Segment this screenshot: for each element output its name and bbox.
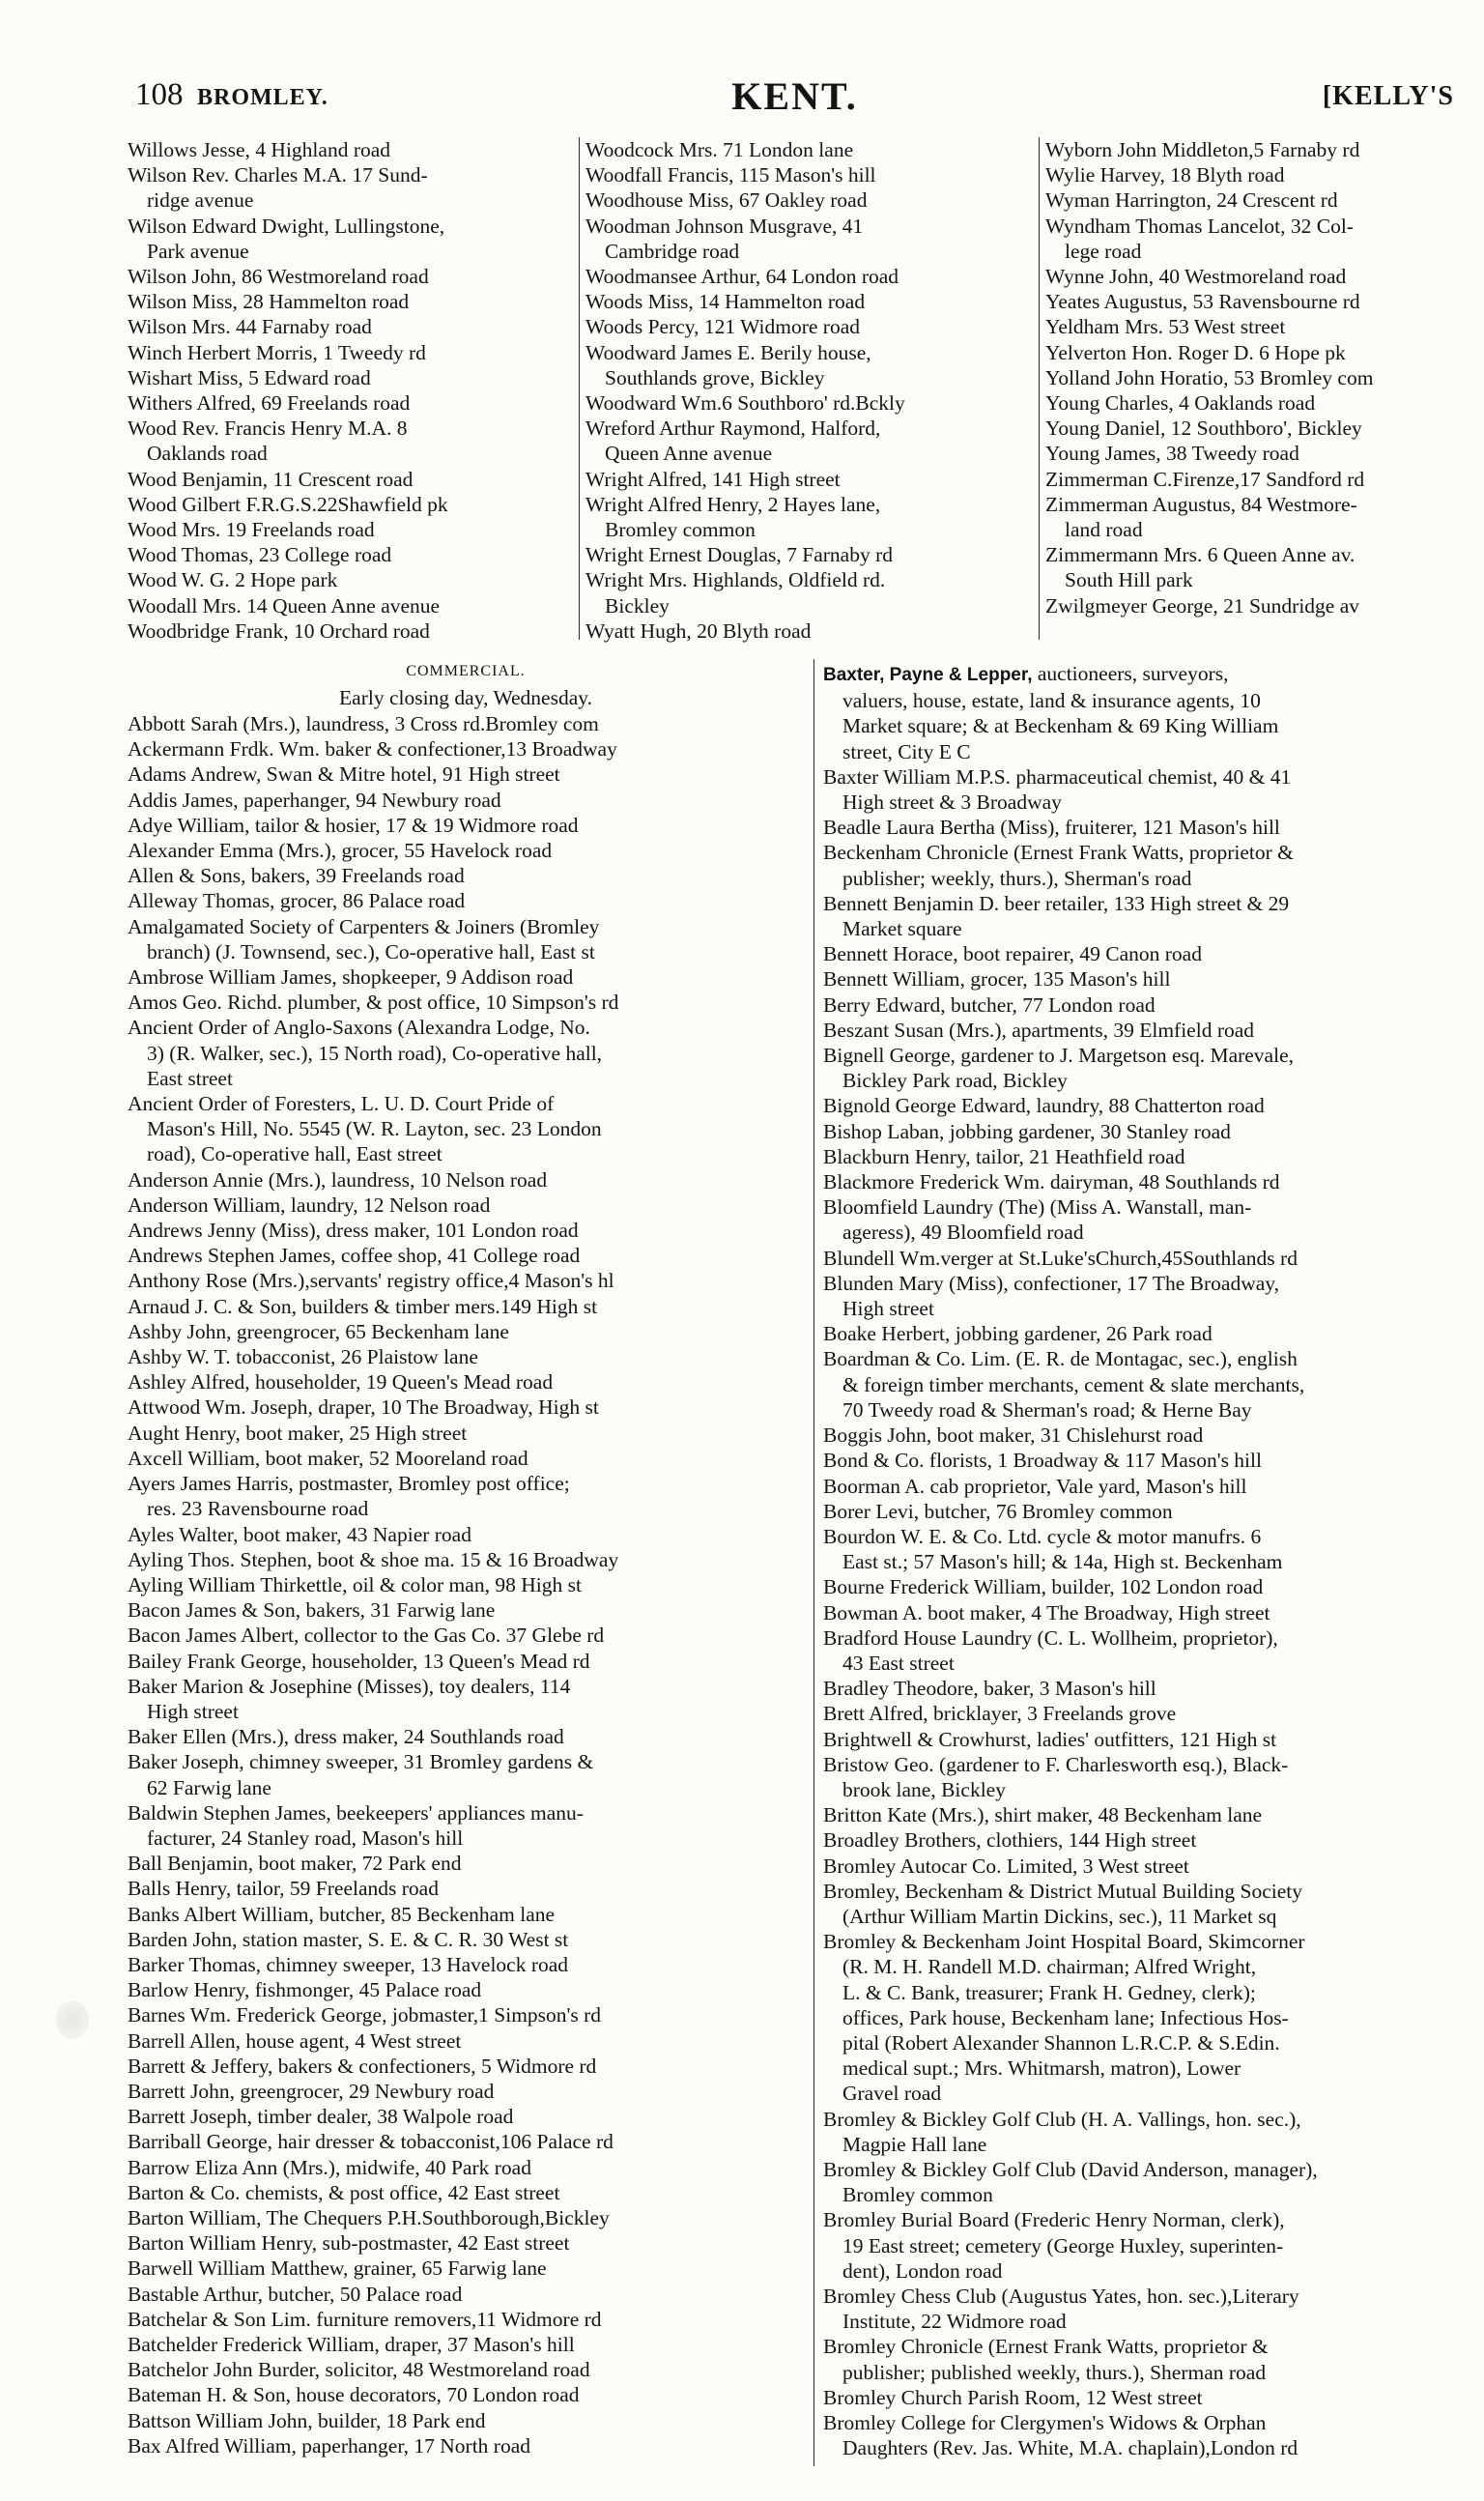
list-item: Alexander Emma (Mrs.), grocer, 55 Havelock road [128,839,553,863]
list-item: Andrews Jenny (Miss), dress maker, 101 London road [128,1219,579,1243]
list-item: Borer Levi, butcher, 76 Bromley common [823,1499,1173,1523]
list-item: Barrett & Jeffery, bakers & confectioners, 5 Widmore rd [128,2054,597,2078]
list-item: Winch Herbert Morris, 1 Tweedy rd [128,340,426,364]
list-item: Berry Edward, butcher, 77 London road [823,992,1156,1017]
list-item: Bourdon W. E. & Co. Ltd. cycle & motor manufrs. 6 East st.; 57 Mason's hill; & 14a, High st. Beckenham [823,1524,1283,1574]
list-item: Bourne Frederick William, builder, 102 London road [823,1575,1264,1599]
list-item: Bond & Co. florists, 1 Broadway & 117 Mason's hill [823,1449,1262,1473]
list-item: Britton Kate (Mrs.), shirt maker, 48 Beckenham lane [823,1803,1263,1827]
list-item: Barton & Co. chemists, & post office, 42 East street [128,2180,560,2204]
list-item: Young Charles, 4 Oaklands road [1045,391,1316,416]
list-item: Zimmermann Mrs. 6 Queen Anne av. South Hill park [1045,543,1356,592]
list-item: Barrow Eliza Ann (Mrs.), midwife, 40 Park road [128,2155,531,2179]
list-item: Barrett Joseph, timber dealer, 38 Walpole road [128,2105,514,2129]
list-item: Batchelar & Son Lim. furniture removers,11 Widmore rd [128,2307,602,2331]
list-item: Bradley Theodore, baker, 3 Mason's hill [823,1677,1156,1701]
list-item: Zimmerman C.Firenze,17 Sandford rd [1045,467,1365,491]
list-item: Blackmore Frederick Wm. dairyman, 48 Southlands rd [823,1170,1280,1194]
list-item: Bradford House Laundry (C. L. Wollheim, proprietor), 43 East street [823,1625,1278,1675]
list-item: Bromley College for Clergymen's Widows & Orphan Daughters (Rev. Jas. White, M.A. chaplain),London rd [823,2411,1298,2460]
list-item: Beadle Laura Bertha (Miss), fruiterer, 121 Mason's hill [823,816,1280,840]
list-item: Wyborn John Middleton,5 Farnaby rd [1045,138,1360,161]
list-item: Baxter William M.P.S. pharmaceutical chemist, 40 & 41 High street & 3 Broadway [823,764,1292,815]
list-item: Andrews Stephen James, coffee shop, 41 College road [128,1244,581,1268]
list-item: Boardman & Co. Lim. (E. R. de Montagac, sec.), english & foreign timber merchants, cement & slate merchants, 70 Tweedy road & Sherman's road; & Herne Bay [823,1347,1305,1422]
list-item: Barrett John, greengrocer, 29 Newbury road [128,2079,495,2103]
list-item: Wright Ernest Douglas, 7 Farnaby rd [585,543,893,567]
list-item: Barton William, The Chequers P.H.Southborough,Bickley [128,2205,610,2229]
list-item: Bennett Benjamin D. beer retailer, 133 High street & 29 Market square [823,891,1290,941]
list-item: Wright Alfred, 141 High street [585,467,841,491]
column-rule [1039,137,1040,640]
list-item: Barriball George, hair dresser & tobacconist,106 Palace rd [128,2130,614,2154]
list-item: Wilson Edward Dwight, Lullingstone, Park avenue [128,214,445,263]
list-item: Barton William Henry, sub-postmaster, 42 East street [128,2231,570,2256]
list-item: Woodbridge Frank, 10 Orchard road [128,618,430,643]
publisher-name: [KELLY'S [1322,81,1454,111]
list-item: Ayles Walter, boot maker, 43 Napier road [128,1522,471,1546]
list-item: Barden John, station master, S. E. & C. R. 30 West st [128,1927,569,1951]
list-item: Bignold George Edward, laundry, 88 Chatterton road [823,1094,1265,1118]
list-item: Boorman A. cab proprietor, Vale yard, Mason's hill [823,1474,1247,1498]
place-name: BROMLEY. [197,85,328,110]
list-item: Ancient Order of Foresters, L. U. D. Court Pride of Mason's Hill, No. 5545 (W. R. Layton, sec. 23 London road), Co-operative hall, East street [128,1092,602,1166]
list-item: Ancient Order of Anglo-Saxons (Alexandra Lodge, No. 3) (R. Walker, sec.), 15 North road), Co-operative hall, East street [128,1016,603,1090]
private-column-1 [128,137,574,644]
list-item: Wilson Miss, 28 Hammelton road [128,290,410,314]
list-item: Wyatt Hugh, 20 Blyth road [585,618,812,643]
list-item: Wreford Arthur Raymond, Halford, Queen Anne avenue [585,417,881,466]
list-item: Bacon James Albert, collector to the Gas Co. 37 Glebe rd [128,1624,605,1648]
list-item: Bennett William, grocer, 135 Mason's hill [823,967,1171,992]
list-item: Woodfall Francis, 115 Mason's hill [585,163,876,187]
list-item: Bromley & Beckenham Joint Hospital Board, Skimcorner (R. M. H. Randell M.D. chairman; Alfred Wright, L. & C. Bank, treasurer; Frank H. Gedney, clerk); offices, Park house, Beckenham lane; Infectious Hos- pital (Robert Alexander Shannon L.R.C.P. & S.Edin. medical supt.; Mrs. Whitmarsh, matron), Lower Gravel road [823,1930,1305,2106]
entry-text: auctioneers, surveyors, valuers, house, estate, land & insurance agents, 10 Market square; & at Beckenham & 69 King William street, City E C [842,662,1279,763]
list-item: Wood Gilbert F.R.G.S.22Shawfield pk [128,492,448,516]
list-item: Baldwin Stephen James, beekeepers' appliances manu- facturer, 24 Stanley road, Mason's hill [128,1800,584,1850]
list-item: Baker Ellen (Mrs.), dress maker, 24 Southlands road [128,1725,564,1749]
section-note: Early closing day, Wednesday. [339,686,592,709]
list-item: Zimmerman Augustus, 84 Westmore- land road [1045,492,1357,542]
list-item: Barlow Henry, fishmonger, 45 Palace road [128,1978,482,2002]
private-column-3 [1045,137,1470,618]
list-item: Barnes Wm. Frederick George, jobmaster,1 Simpson's rd [128,2003,602,2027]
list-item: Wynne John, 40 Westmoreland road [1045,265,1347,289]
list-item: Anderson William, laundry, 12 Nelson road [128,1193,491,1217]
firm-name: Baxter, Payne & Lepper, [823,665,1033,685]
list-item: Bailey Frank George, householder, 13 Queen's Mead rd [128,1649,590,1673]
list-item: Ayling William Thirkettle, oil & color man, 98 High st [128,1572,582,1596]
list-item: Axcell William, boot maker, 52 Mooreland road [128,1446,528,1470]
list-item: Baker Joseph, chimney sweeper, 31 Bromley gardens & 62 Farwig lane [128,1750,594,1799]
list-item: Allen & Sons, bakers, 39 Freelands road [128,864,465,888]
paper-stain [56,2000,89,2039]
list-item: Brightwell & Crowhurst, ladies' outfitters, 121 High st [823,1727,1277,1751]
list-item: Bax Alfred William, paperhanger, 17 North road [128,2433,531,2458]
commercial-list-right [823,764,1472,2461]
list-item: Beckenham Chronicle (Ernest Frank Watts, proprietor & publisher; weekly, thurs.), Sherman's road [823,841,1294,890]
commercial-column-left [128,659,804,2458]
list-item: Broadley Brothers, clothiers, 144 High street [823,1828,1197,1853]
list-item: Alleway Thomas, grocer, 86 Palace road [128,889,466,913]
list-item: Zwilgmeyer George, 21 Sundridge av [1045,593,1360,618]
list-item: Woodman Johnson Musgrave, 41 Cambridge road [585,214,864,263]
list-item: Woodward James E. Berily house, Southlands grove, Bickley [585,340,871,389]
list-item: Ball Benjamin, boot maker, 72 Park end [128,1852,462,1876]
list-item: Young Daniel, 12 Southboro', Bickley [1045,417,1362,441]
private-column-2 [585,137,1032,644]
list-item: Woodward Wm.6 Southboro' rd.Bckly [585,391,905,416]
list-item: Woodmansee Arthur, 64 London road [585,265,899,289]
list-item: Barwell William Matthew, grainer, 65 Farwig lane [128,2257,547,2281]
list-item: Bowman A. boot maker, 4 The Broadway, High street [823,1600,1270,1624]
list-item: Bignell George, gardener to J. Margetson esq. Marevale, Bickley Park road, Bickley [823,1044,1294,1093]
list-item: Arnaud J. C. & Son, builders & timber mers.149 High st [128,1294,598,1318]
list-item: Wood Benjamin, 11 Crescent road [128,467,414,491]
list-item: Yeates Augustus, 53 Ravensbourne rd [1045,290,1360,314]
list-item: Brett Alfred, bricklayer, 3 Freelands grove [823,1702,1177,1726]
commercial-column-right [823,661,1472,2460]
list-item: Batchelor John Burder, solicitor, 48 Westmoreland road [128,2358,590,2382]
list-item: Bristow Geo. (gardener to F. Charlesworth esq.), Black- brook lane, Bickley [823,1752,1289,1801]
list-item: Wright Mrs. Highlands, Oldfield rd. Bickley [585,568,886,618]
list-item: Amos Geo. Richd. plumber, & post office, 10 Simpson's rd [128,991,619,1015]
list-item: Bromley Autocar Co. Limited, 3 West street [823,1854,1189,1878]
list-item: Blunden Mary (Miss), confectioner, 17 The Broadway, High street [823,1271,1280,1321]
list-item: Wilson John, 86 Westmoreland road [128,265,429,289]
list-item: Barker Thomas, chimney sweeper, 13 Havelock road [128,1952,569,1976]
list-item: Ackermann Frdk. Wm. baker & confectioner,13 Broadway [128,737,617,762]
list-item: Ambrose William James, shopkeeper, 9 Addison road [128,965,574,990]
list-item: Yolland John Horatio, 53 Bromley com [1045,365,1374,389]
list-item: Woods Miss, 14 Hammelton road [585,290,866,314]
list-item: Bromley & Bickley Golf Club (H. A. Vallings, hon. sec.), Magpie Hall lane [823,2107,1301,2156]
list-item: Wood Thomas, 23 College road [128,543,392,567]
column-rule [579,137,580,640]
list-item: Boake Herbert, jobbing gardener, 26 Park road [823,1322,1213,1346]
list-item: Withers Alfred, 69 Freelands road [128,391,411,416]
list-item: Adams Andrew, Swan & Mitre hotel, 91 High street [128,762,560,787]
list-item: Aught Henry, boot maker, 25 High street [128,1421,468,1445]
list-item: Young James, 38 Tweedy road [1045,442,1299,466]
list-item: Barrell Allen, house agent, 4 West street [128,2028,462,2053]
list-item: Blundell Wm.verger at St.Luke'sChurch,45Southlands rd [823,1246,1298,1270]
list-item: Wood W. G. 2 Hope park [128,568,338,592]
list-item: Bennett Horace, boot repairer, 49 Canon road [823,942,1202,966]
list-item: Wood Mrs. 19 Freelands road [128,518,375,542]
list-item: Ashby W. T. tobacconist, 26 Plaistow lane [128,1345,478,1369]
list-item: Blackburn Henry, tailor, 21 Heathfield road [823,1144,1185,1168]
list-item: Woodall Mrs. 14 Queen Anne avenue [128,593,441,618]
list-item: Attwood Wm. Joseph, draper, 10 The Broadway, High st [128,1395,599,1420]
list-item: Wyndham Thomas Lancelot, 32 Col- lege road [1045,214,1354,263]
list-item: Bromley Church Parish Room, 12 West street [823,2385,1203,2409]
list-item: Bromley Chronicle (Ernest Frank Watts, proprietor & publisher; published weekly, thurs.), Sherman road [823,2335,1269,2384]
list-item: Bromley, Beckenham & District Mutual Building Society (Arthur William Martin Dickins, sec.), 11 Market sq [823,1879,1303,1928]
list-item: Batchelder Frederick William, draper, 37 Mason's hill [128,2333,575,2356]
list-item: Anderson Annie (Mrs.), laundress, 10 Nelson road [128,1167,548,1192]
list-item: Beszant Susan (Mrs.), apartments, 39 Elmfield road [823,1018,1255,1042]
list-item: Bastable Arthur, butcher, 50 Palace road [128,2282,463,2306]
list-item: Addis James, paperhanger, 94 Newbury road [128,788,501,812]
list-item: Bishop Laban, jobbing gardener, 30 Stanley road [823,1119,1231,1143]
list-item: Abbott Sarah (Mrs.), laundress, 3 Cross rd.Bromley com [128,712,599,735]
list-item: Bromley & Bickley Golf Club (David Anderson, manager), Bromley common [823,2157,1318,2207]
list-item: Woodcock Mrs. 71 London lane [585,138,854,161]
list-item: Yeldham Mrs. 53 West street [1045,315,1286,339]
list-item: Bromley Chess Club (Augustus Yates, hon. sec.),Literary Institute, 22 Widmore road [823,2285,1299,2334]
list-item: Ayers James Harris, postmaster, Bromley post office; res. 23 Ravensbourne road [128,1472,570,1521]
list-item: Baker Marion & Josephine (Misses), toy dealers, 114 High street [128,1674,571,1723]
list-item: Wilson Rev. Charles M.A. 17 Sund- ridge avenue [128,163,428,213]
section-title: COMMERCIAL. [406,663,526,679]
list-item: Wright Alfred Henry, 2 Hayes lane, Bromley common [585,492,881,542]
list-item: Balls Henry, tailor, 59 Freelands road [128,1877,439,1901]
list-item [823,661,1472,764]
list-item: Woodhouse Miss, 67 Oakley road [585,188,868,213]
list-item: Amalgamated Society of Carpenters & Joiners (Bromley branch) (J. Townsend, sec.), Co-operative hall, East st [128,914,600,963]
commercial-list-left [128,711,804,2458]
list-item: Willows Jesse, 4 Highland road [128,138,391,161]
page-header [135,72,1454,126]
list-item: Bromley Burial Board (Frederic Henry Norman, clerk), 19 East street; cemetery (George Huxley, superinten- dent), London road [823,2208,1285,2283]
list-item: Wylie Harvey, 18 Blyth road [1045,163,1285,187]
list-item: Banks Albert William, butcher, 85 Beckenham lane [128,1902,556,1926]
page-number: 108 [135,77,184,112]
list-item: Bacon James & Son, bakers, 31 Farwig lane [128,1598,496,1623]
list-item: Ayling Thos. Stephen, boot & shoe ma. 15 & 16 Broadway [128,1547,619,1571]
list-item: Wyman Harrington, 24 Crescent rd [1045,188,1338,213]
list-item: Battson William John, builder, 18 Park end [128,2408,486,2432]
list-item: Yelverton Hon. Roger D. 6 Hope pk [1045,340,1346,364]
list-item: Bateman H. & Son, house decorators, 70 London road [128,2383,580,2407]
list-item: Wood Rev. Francis Henry M.A. 8 Oaklands road [128,417,408,466]
list-item: Bloomfield Laundry (The) (Miss A. Wanstall, man- ageress), 49 Bloomfield road [823,1195,1252,1245]
list-item: Boggis John, boot maker, 31 Chislehurst road [823,1423,1204,1448]
list-item: Wishart Miss, 5 Edward road [128,365,371,389]
list-item: Ashley Alfred, householder, 19 Queen's Mead road [128,1370,554,1394]
county-title: KENT. [731,74,858,118]
list-item: Anthony Rose (Mrs.),servants' registry office,4 Mason's hl [128,1269,614,1293]
column-rule [813,659,814,2466]
list-item: Wilson Mrs. 44 Farnaby road [128,315,372,339]
list-item: Adye William, tailor & hosier, 17 & 19 Widmore road [128,813,579,837]
list-item: Woods Percy, 121 Widmore road [585,315,861,339]
list-item: Ashby John, greengrocer, 65 Beckenham lane [128,1319,509,1343]
